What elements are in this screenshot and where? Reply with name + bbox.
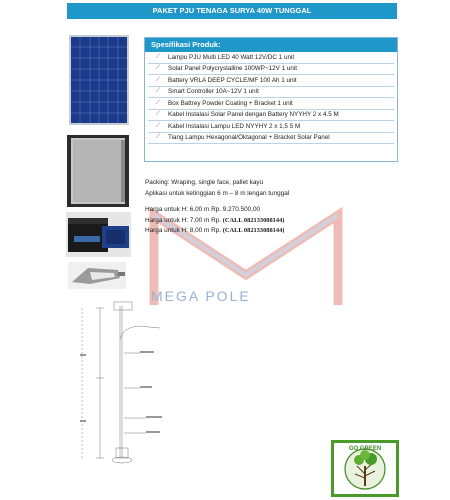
battery-box-image [67,135,129,207]
spec-item-label: Smart Controller 10A~12V 1 unit [168,88,259,96]
price-8m [145,226,289,237]
spec-item [148,64,394,76]
call-number: (CALL 082133088144) [222,227,285,234]
spec-item-label: Kabel Instalasi Solar Panel dengan Battery NYYHY 2 x 4.5 M [168,111,339,119]
arrow-icon: ⟋ [155,76,160,83]
spec-item [148,121,394,133]
spec-item [148,75,394,87]
go-green-text: GO GREEN [348,446,382,452]
spec-item [148,87,394,99]
price-7m-label: Harga untuk H: 7,00 m Rp. [145,216,222,224]
battery-image [66,212,131,257]
solar-panel-image [69,35,129,125]
call-number: (CALL 082133088144) [222,216,285,224]
spec-item-label: Battery VRLA DEEP CYCLE/MF 100 Ah 1 unit [168,76,297,84]
spec-item-label: Kabel Instalasi Lampu LED NYYHY 2 x 1,5 5 M [168,122,301,130]
price-6m: Harga untuk H: 6,00 m Rp. 9.270.500,00 [145,206,261,213]
arrow-icon: ⟋ [155,53,160,60]
spec-item-label: Box Battrey Powder Coating + Bracket 1 unit [168,99,293,107]
arrow-icon: ⟋ [155,88,160,95]
watermark-text: MEGA POLE [151,288,251,304]
price-8m-label: Harga untuk H: 8,00 m Rp. [145,227,222,234]
spec-item [148,110,394,122]
led-lamp-image [68,262,126,289]
spec-header: Spesifikasi Produk: [145,38,397,52]
pole-technical-drawing [60,298,170,470]
page-title: PAKET PJU TENAGA SURYA 40W TUNGGAL [67,3,397,19]
spec-item [148,133,394,145]
aplikasi-text: Aplikasi untuk ketinggian 6 m – 8 m lengan tunggal [145,189,290,197]
go-green-badge [331,440,399,497]
details-block [145,178,289,237]
spec-item [148,98,394,110]
arrow-icon: ⟋ [155,111,160,118]
spec-item-label: Tiang Lampu Hexagonal/Oktagonal + Bracket Solar Panel [168,134,330,142]
spec-item-label: Lampu PJU Multi LED 40 Watt 12V/DC 1 unit [168,53,295,61]
arrow-icon: ⟋ [155,65,160,72]
arrow-icon: ⟋ [155,122,160,129]
arrow-icon: ⟋ [155,134,160,141]
arrow-icon: ⟋ [155,99,160,106]
price-7m [145,216,289,227]
packing-text: Packing: Wraping, single face, pallet kayu [145,179,264,186]
spec-item-label: Solar Panel Polycrystalline 100WP~12V 1 unit [168,65,297,73]
spec-item [148,52,394,64]
spec-box [144,37,398,162]
